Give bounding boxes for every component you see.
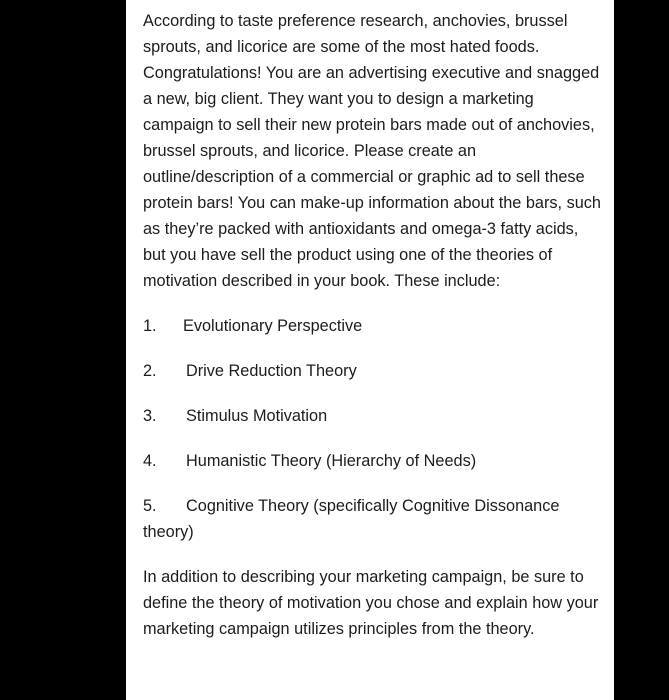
list-label: Humanistic Theory (Hierarchy of Needs): [186, 452, 477, 470]
list-label: Stimulus Motivation: [186, 407, 328, 425]
list-number: 1.: [143, 317, 157, 335]
document-content: [143, 8, 603, 642]
list-number: 5.: [143, 497, 157, 515]
list-item: [143, 493, 603, 545]
list-item: [143, 358, 603, 384]
list-item: [143, 448, 603, 474]
list-number: 2.: [143, 362, 157, 380]
list-item: [143, 403, 603, 429]
document-page: [126, 0, 614, 700]
list-number: 3.: [143, 407, 157, 425]
list-number: 4.: [143, 452, 157, 470]
theory-list: [143, 313, 603, 545]
list-item: [143, 313, 603, 339]
intro-paragraph: According to taste preference research, anchovies, brussel sprouts, and licorice are some of the most hated foods. Congratulations! You are an advertising executive and snagged a new, big client. They want you to design a marketing campaign to sell their new protein bars made out of anchovies, brussel sprouts, and licorice. Please create an outline/description of a commercial or graphic ad to sell these protein bars! You can make-up information about the bars, such as they’re packed with antioxidants and omega-3 fatty acids, but you have sell the product using one of the theories of motivation described in your book. These include:: [143, 12, 601, 290]
list-label: Cognitive Theory (specifically Cognitive Dissonance theory): [143, 497, 560, 541]
closing-paragraph: In addition to describing your marketing campaign, be sure to define the theory of motivation you chose and explain how your marketing campaign utilizes principles from the theory.: [143, 568, 599, 638]
list-label: Drive Reduction Theory: [186, 362, 357, 380]
list-label: Evolutionary Perspective: [183, 317, 363, 335]
